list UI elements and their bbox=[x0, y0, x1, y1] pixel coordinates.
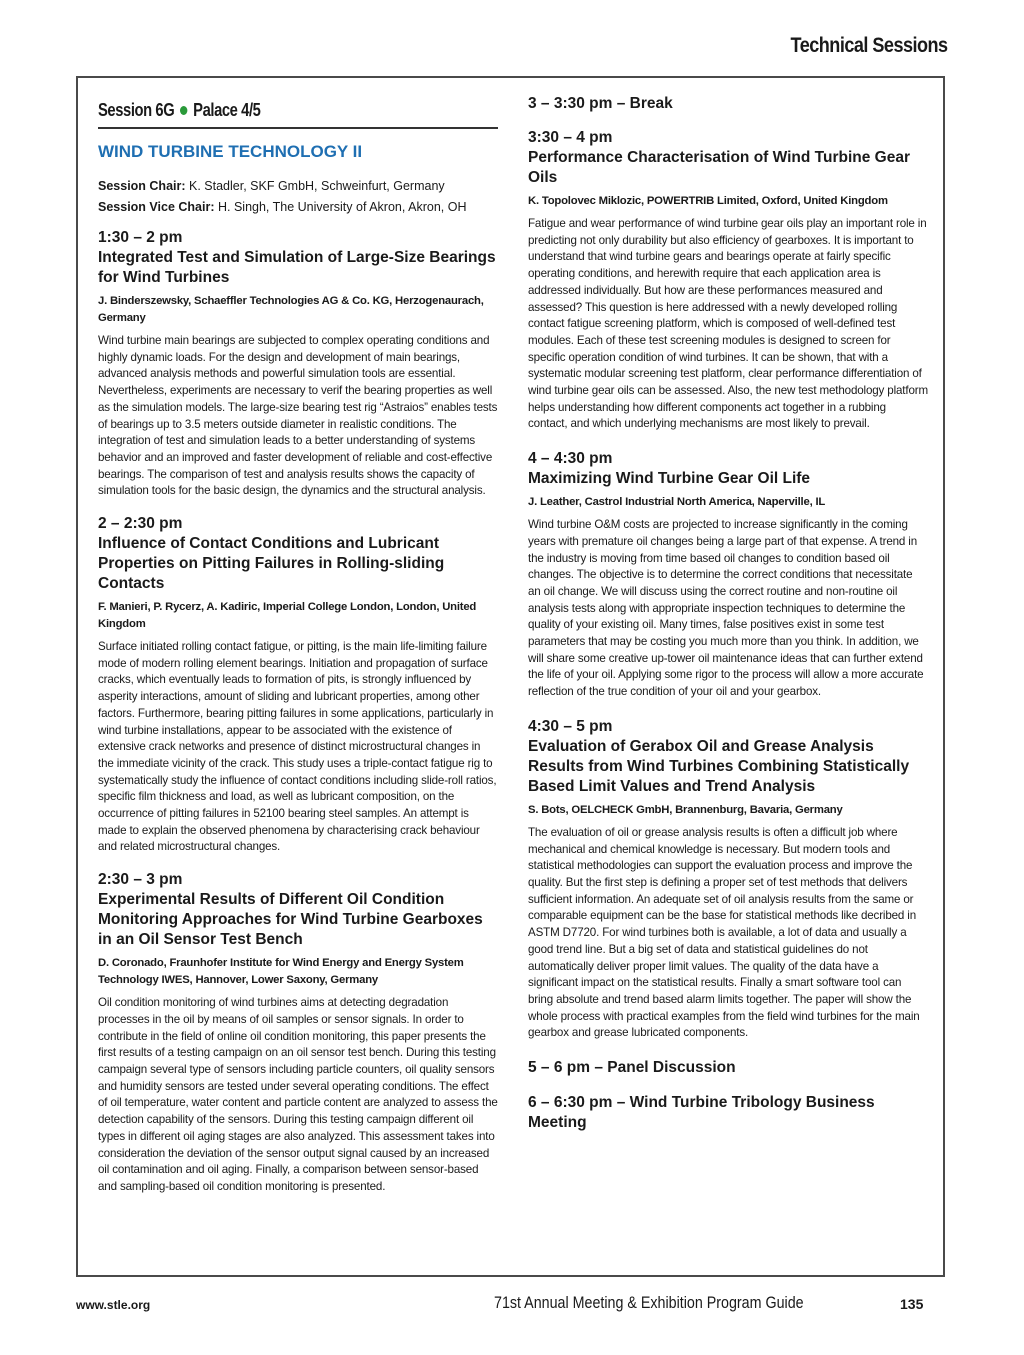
talk-abstract: Fatigue and wear performance of wind turbine gear oils play an important role in predicting not only durability but also efficiency of gearboxes. It is important to understand that wind turbine gears and bearings operate at fairly specific operating conditions, and herewith require that each application area is addressed individually. But how are these performances measured and assessed? This question is here addressed with a newly developed rolling contact fatigue screening platform, which is composed of well-defined test modules. Each of these test screening modules is designed to screen for specific operation condition of wind turbines. It can be shown, that with a systematic modular screening test platform, clear performance differentiation of wind turbine gear oils can be assessed. Also, the new test methodology platform helps understanding how different components act together in a rubbing contact, and which underlying mechanisms are most likely to prevail. bbox=[528, 217, 928, 431]
talk-entry bbox=[528, 717, 928, 1042]
talk-abstract: Surface initiated rolling contact fatigue, or pitting, is the main life-limiting failure mode of modern rolling element bearings. Initiation and propagation of surface cracks, which eventually leads to formation of pits, is strongly influenced by asperity interactions, amount of sliding and lubricant properties, among other factors. Furthermore, bearing pitting failures in some applications, particularly in wind turbine installations, appear to be associated with the existence of extensive crack networks and presence of distinct microstructural changes in the immediate vicinity of the crack. This study uses a triple-contact fatigue rig to systematically study the influence of contact conditions including slide-roll ratios, specific film thickness and load, as well as lubricant composition, on the occurrence of pitting failures in 52100 bearing steel samples. An attempt is made to explain the observed phenomena by characterising crack behaviour and related microstructural changes. bbox=[98, 640, 497, 854]
talk-title: Performance Characterisation of Wind Turbine Gear Oils bbox=[528, 149, 910, 186]
talk-title: Maximizing Wind Turbine Gear Oil Life bbox=[528, 470, 811, 488]
session-chair bbox=[98, 176, 498, 197]
talk-entry bbox=[528, 128, 928, 433]
vice-chair-name: H. Singh, The University of Akron, Akron, OH bbox=[217, 200, 467, 214]
left-column bbox=[98, 78, 498, 1196]
footer-url-link[interactable]: www.stle.org bbox=[76, 1298, 151, 1312]
talk-abstract: Wind turbine O&M costs are projected to increase significantly in the coming years with premature oil changes being a large part of that expense. A trend in the industry is moving from time based oil changes to condition based oil changes. The objective is to determine the correct conditions that necessitate an oil change. We will discuss using the correct routine and non-routine oil analysis tests along with appropriate inspection techniques to determine the quality of your existing oil. Many times, false positives exist in some test parameters that may be costing you much more than you think. In addition, we will share some creative up-tower oil maintenance ideas that can further extend the life of your oil. Applying some rigor to the process will allow a more accurate reflection of the true condition of your oil and your gearbox. bbox=[528, 518, 924, 699]
talk-time: 4:30 – 5 pm bbox=[528, 717, 613, 735]
section-header: Technical Sessions bbox=[790, 34, 948, 57]
footer-guide-title: 71st Annual Meeting & Exhibition Program Guide bbox=[494, 1293, 804, 1312]
talk-authors: S. Bots, OELCHECK GmbH, Brannenburg, Bavaria, Germany bbox=[528, 803, 843, 816]
right-column bbox=[528, 78, 928, 1133]
session-label: Session 6G bbox=[98, 100, 175, 120]
talk-authors: J. Leather, Castrol Industrial North America, Naperville, IL bbox=[528, 496, 826, 509]
talk-abstract: Wind turbine main bearings are subjected to complex operating conditions and highly dynamic loads. For the design and development of main bearings, advanced analysis methods and powerful simulation tools are essential. Nevertheless, experiments are necessary to verif the bearing properties as well as the simulation models. The large-size bearing test rig “Astraios” enables tests of bearings up to 3.5 meters outside diameter in realistic conditions. The integration of test and simulation leads to a better understanding of systems behavior and an improved and faster development of reliable and cost-effective bearings. The comparison of test and analysis results shows the capacity of simulation tools for the basic design, the dynamics and the structural analysis. bbox=[98, 334, 498, 498]
talk-entry bbox=[98, 870, 498, 1195]
business-meeting: 6 – 6:30 pm – Wind Turbine Tribology Business Meeting bbox=[528, 1094, 875, 1132]
talk-time: 2:30 – 3 pm bbox=[98, 871, 183, 889]
chair-name: K. Stadler, SKF GmbH, Schweinfurt, Germany bbox=[189, 179, 445, 193]
talk-abstract: Oil condition monitoring of wind turbines aims at detecting degradation processes in the oil by means of oil samples or sensor signals. In order to contribute in the field of online oil condition monitoring, this paper presents the first results of a testing campaign on an oil sensor test bench. During this testing campaign several type of sensors including particle counters, oil quality sensors and humidity sensors are tested under several operating conditions. The effect of oil temperature, water content and particle content are analyzed to assess the detection capability of the sensors. During this testing campaign different oil types in different oil aging stages are also analyzed. This assessment takes into consideration the deviation of the sensor output signal caused by an increased oil contamination and oil aging. Finally, a comparison between sensor-based and sampling-based oil condition monitoring is presented. bbox=[98, 996, 498, 1193]
talk-title: Experimental Results of Different Oil Condition Monitoring Approaches for Wind Turbine Gearboxes in an Oil Sensor Test Bench bbox=[98, 891, 483, 949]
talk-time: 4 – 4:30 pm bbox=[528, 450, 613, 468]
talk-abstract: The evaluation of oil or grease analysis results is often a difficult job where mechanical and chemical knowledge is necessary. But modern tools and statistical methodologies can support the evaluation process and improve the quality. But the first step is defining a proper set of test methods that delivers sufficient information. An adequate set of oil analysis results from the same or comparable equipment can be the base for statistical methods like decribed in ASTM D7720. For wind turbines both is available, a lot of data and usually a good trend line. But a big set of data and statistical guidelines do not automatically deliver proper limit values. The quality of the data have a significant impact on the statistical results. Finally a smart software tool can bring absolute and trend based alarm limits together. The paper will show the whole process with practical examples from the field wind turbines for the main gearbox and grease lubricated components. bbox=[528, 825, 920, 1040]
talk-time: 1:30 – 2 pm bbox=[98, 229, 183, 246]
talk-entry bbox=[98, 514, 498, 856]
talk-entry bbox=[528, 449, 928, 701]
bullet-dot-icon bbox=[180, 106, 187, 115]
chair-label: Session Chair: bbox=[98, 179, 186, 193]
talk-authors: K. Topolovec Miklozic, POWERTRIB Limited, Oxford, United Kingdom bbox=[528, 195, 888, 207]
talk-entry bbox=[98, 228, 498, 500]
talk-time: 3:30 – 4 pm bbox=[528, 129, 613, 146]
break-notice: 3 – 3:30 pm – Break bbox=[528, 95, 673, 112]
session-room: Palace 4/5 bbox=[193, 100, 261, 120]
vice-chair-label: Session Vice Chair: bbox=[98, 200, 215, 214]
panel-discussion: 5 – 6 pm – Panel Discussion bbox=[528, 1059, 736, 1077]
talk-title: Influence of Contact Conditions and Lubricant Properties on Pitting Failures in Rolling-sliding Contacts bbox=[98, 535, 445, 593]
talk-authors: J. Binderszewsky, Schaeffler Technologies AG & Co. KG, Herzogenaurach, Germany bbox=[98, 295, 484, 324]
talk-authors: D. Coronado, Fraunhofer Institute for Wind Energy and Energy System Technology IWES, Hannover, Lower Saxony, Germany bbox=[98, 957, 464, 987]
talk-time: 2 – 2:30 pm bbox=[98, 515, 183, 533]
talk-title: Evaluation of Gerabox Oil and Grease Analysis Results from Wind Turbines Combining Statistically Based Limit Values and Trend Analysis bbox=[528, 737, 910, 795]
session-heading bbox=[98, 100, 498, 129]
session-title: WIND TURBINE TECHNOLOGY II bbox=[98, 142, 363, 161]
page-number: 135 bbox=[900, 1296, 924, 1312]
session-chairs bbox=[98, 176, 498, 218]
talk-title: Integrated Test and Simulation of Large-Size Bearings for Wind Turbines bbox=[98, 249, 496, 286]
session-vice-chair bbox=[98, 197, 498, 218]
session-frame bbox=[76, 76, 945, 1277]
talk-authors: F. Manieri, P. Rycerz, A. Kadiric, Imperial College London, London, United Kingdom bbox=[98, 601, 477, 631]
